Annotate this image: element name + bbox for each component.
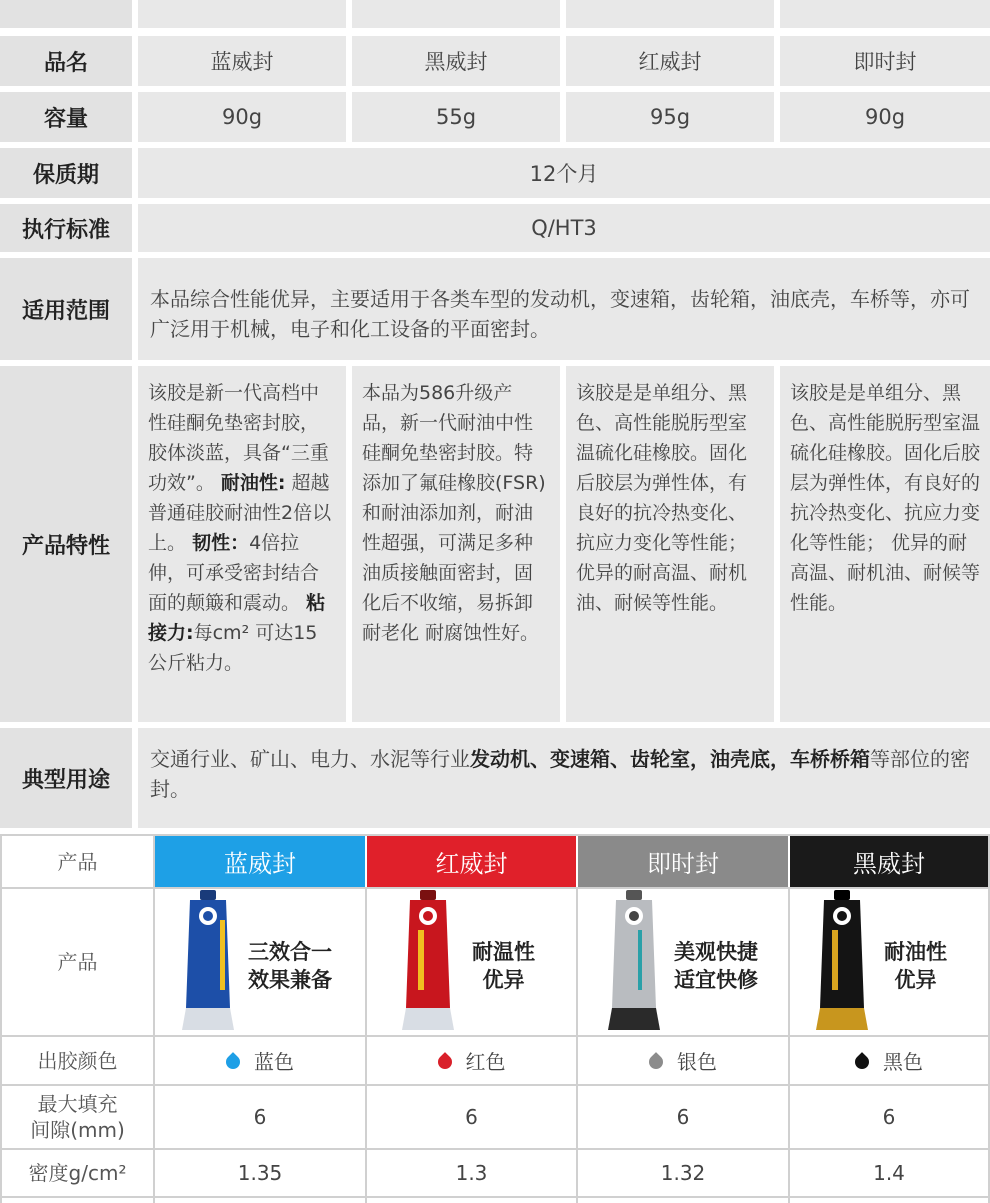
spec-scope-text: 本品综合性能优异，主要适用于各类车型的发动机，变速箱，齿轮箱，油底壳，车桥等，亦可广泛用于机械，电子和化工设备的平面密封。 <box>138 258 990 360</box>
usage-text-part1: 交通行业、矿山、电力、水泥等行业 <box>150 747 470 771</box>
product-slogan-red <box>472 938 535 994</box>
product-tube-image-instant <box>604 890 664 1036</box>
feature-text-black: 本品为586升级产品，新一代耐油中性硅酮免垫密封胶。特添加了氟硅橡胶(FSR)和耐油添加剂，耐油性超强，可满足多种油质接触面密封，固化后不收缩，易拆卸耐老化 耐腐蚀性好。 <box>352 366 560 722</box>
compare-table <box>0 834 990 1203</box>
spec-name-cell: 蓝威封 <box>138 36 346 86</box>
spec-name-cell: 即时封 <box>780 36 990 86</box>
glue-color-blue <box>155 1037 365 1084</box>
product-header-black: 黑威封 <box>790 836 988 887</box>
spec-row-cutoff-cell <box>138 0 346 28</box>
spec-row-cutoff-label <box>0 0 132 28</box>
glue-color-red <box>367 1037 576 1084</box>
glue-color-text: 黑色 <box>883 1050 923 1074</box>
max-gap-black: 6 <box>882 1105 896 1129</box>
max-gap-label-line1: 最大填充 <box>37 1092 118 1116</box>
max-gap-label-line2: 间隙(mm) <box>30 1118 125 1142</box>
feature-text-instant: 该胶是是单组分、黑色、高性能脱肟型室温硫化硅橡胶。固化后胶层为弹性体，有良好的抗冷热变化、抗应力变化等性能； 优异的耐高温、耐机油、耐候等性能。 <box>780 366 990 722</box>
spec-capacity-cell: 90g <box>780 92 990 142</box>
product-tube-image-blue <box>178 890 238 1036</box>
spec-row-cutoff-cell <box>566 0 774 28</box>
glue-color-text: 红色 <box>465 1050 506 1074</box>
glue-color-text: 蓝色 <box>254 1050 294 1074</box>
product-header-red: 红威封 <box>367 836 576 887</box>
feature-blue-toughness-text: 4倍拉伸，可承受密封结合面的颠簸和震动。 <box>148 532 320 614</box>
compare-glue-color-label: 出胶颜色 <box>37 1048 118 1073</box>
slogan-line: 耐油性 <box>884 940 947 964</box>
slogan-line: 优异 <box>894 968 937 992</box>
spec-standard-value: Q/HT3 <box>138 204 990 252</box>
spec-shelf-life-value: 12个月 <box>138 148 990 198</box>
feature-text-blue <box>138 366 346 722</box>
spec-label-features: 产品特性 <box>0 366 132 722</box>
spec-label-shelf-life: 保质期 <box>0 148 132 198</box>
slogan-line: 耐温性 <box>472 940 535 964</box>
spec-label-standard: 执行标准 <box>0 204 132 252</box>
feature-blue-adhesion-text: 每cm² 可达15公斤粘力。 <box>148 622 318 674</box>
spec-capacity-cell: 95g <box>566 92 774 142</box>
density-black: 1.4 <box>873 1161 905 1185</box>
product-header-blue: 蓝威封 <box>155 836 365 887</box>
water-drop-icon <box>223 1052 243 1072</box>
spec-usage-text <box>138 728 990 828</box>
product-header-instant: 即时封 <box>578 836 788 887</box>
glue-color-instant <box>578 1037 788 1084</box>
feature-blue-toughness-label: 韧性： <box>192 532 250 554</box>
usage-text-part2: 等部位的密封。 <box>150 747 970 801</box>
product-slogan-black <box>884 938 947 994</box>
feature-blue-oil-label: 耐油性: <box>220 472 286 494</box>
product-slogan-instant <box>674 938 758 994</box>
usage-text-bold: 发动机、变速箱、齿轮室，油壳底，车桥桥箱 <box>470 747 870 771</box>
density-red: 1.3 <box>455 1161 488 1185</box>
slogan-line: 优异 <box>482 968 525 992</box>
water-drop-icon <box>852 1052 872 1072</box>
product-slogan-blue <box>248 938 332 994</box>
slogan-line: 三效合一 <box>248 940 332 964</box>
slogan-line: 效果兼备 <box>248 968 332 992</box>
glue-color-black <box>790 1037 988 1084</box>
product-tube-image-black <box>812 890 872 1036</box>
compare-product-label: 产品 <box>57 950 98 974</box>
compare-header-label: 产品 <box>57 849 98 874</box>
spec-label-usage: 典型用途 <box>0 728 132 828</box>
compare-max-gap-label <box>2 1086 153 1148</box>
water-drop-icon <box>435 1052 455 1072</box>
spec-capacity-cell: 90g <box>138 92 346 142</box>
water-drop-icon <box>646 1052 666 1072</box>
glue-color-text: 银色 <box>677 1050 717 1074</box>
spec-row-cutoff-cell <box>352 0 560 28</box>
spec-capacity-cell: 55g <box>352 92 560 142</box>
slogan-line: 适宜快修 <box>674 968 758 992</box>
feature-text-red: 该胶是是单组分、黑色、高性能脱肟型室温硫化硅橡胶。固化后胶层为弹性体，有良好的抗冷热变化、抗应力变化等性能； 优异的耐高温、耐机油、耐候等性能。 <box>566 366 774 722</box>
max-gap-blue: 6 <box>253 1105 267 1129</box>
product-tube-image-red <box>398 890 458 1036</box>
feature-blue-oil-text: 超越普通硅胶耐油性2倍以上。 <box>148 472 332 554</box>
density-blue: 1.35 <box>237 1161 283 1185</box>
spec-label-scope: 适用范围 <box>0 258 132 360</box>
spec-label-capacity: 容量 <box>0 92 132 142</box>
compare-density-label: 密度g/cm² <box>28 1161 127 1185</box>
max-gap-instant: 6 <box>676 1105 690 1129</box>
feature-blue-intro: 该胶是新一代高档中性硅酮免垫密封胶，胶体淡蓝，具备“三重功效”。 <box>148 382 329 494</box>
feature-blue-adhesion-label: 粘接力: <box>148 592 326 644</box>
grid-line <box>0 1196 990 1198</box>
spec-name-cell: 红威封 <box>566 36 774 86</box>
spec-row-cutoff-cell <box>780 0 990 28</box>
spec-name-cell: 黑威封 <box>352 36 560 86</box>
density-instant: 1.32 <box>660 1161 706 1185</box>
slogan-line: 美观快捷 <box>674 940 758 964</box>
spec-label-name: 品名 <box>0 36 132 86</box>
max-gap-red: 6 <box>465 1105 478 1129</box>
